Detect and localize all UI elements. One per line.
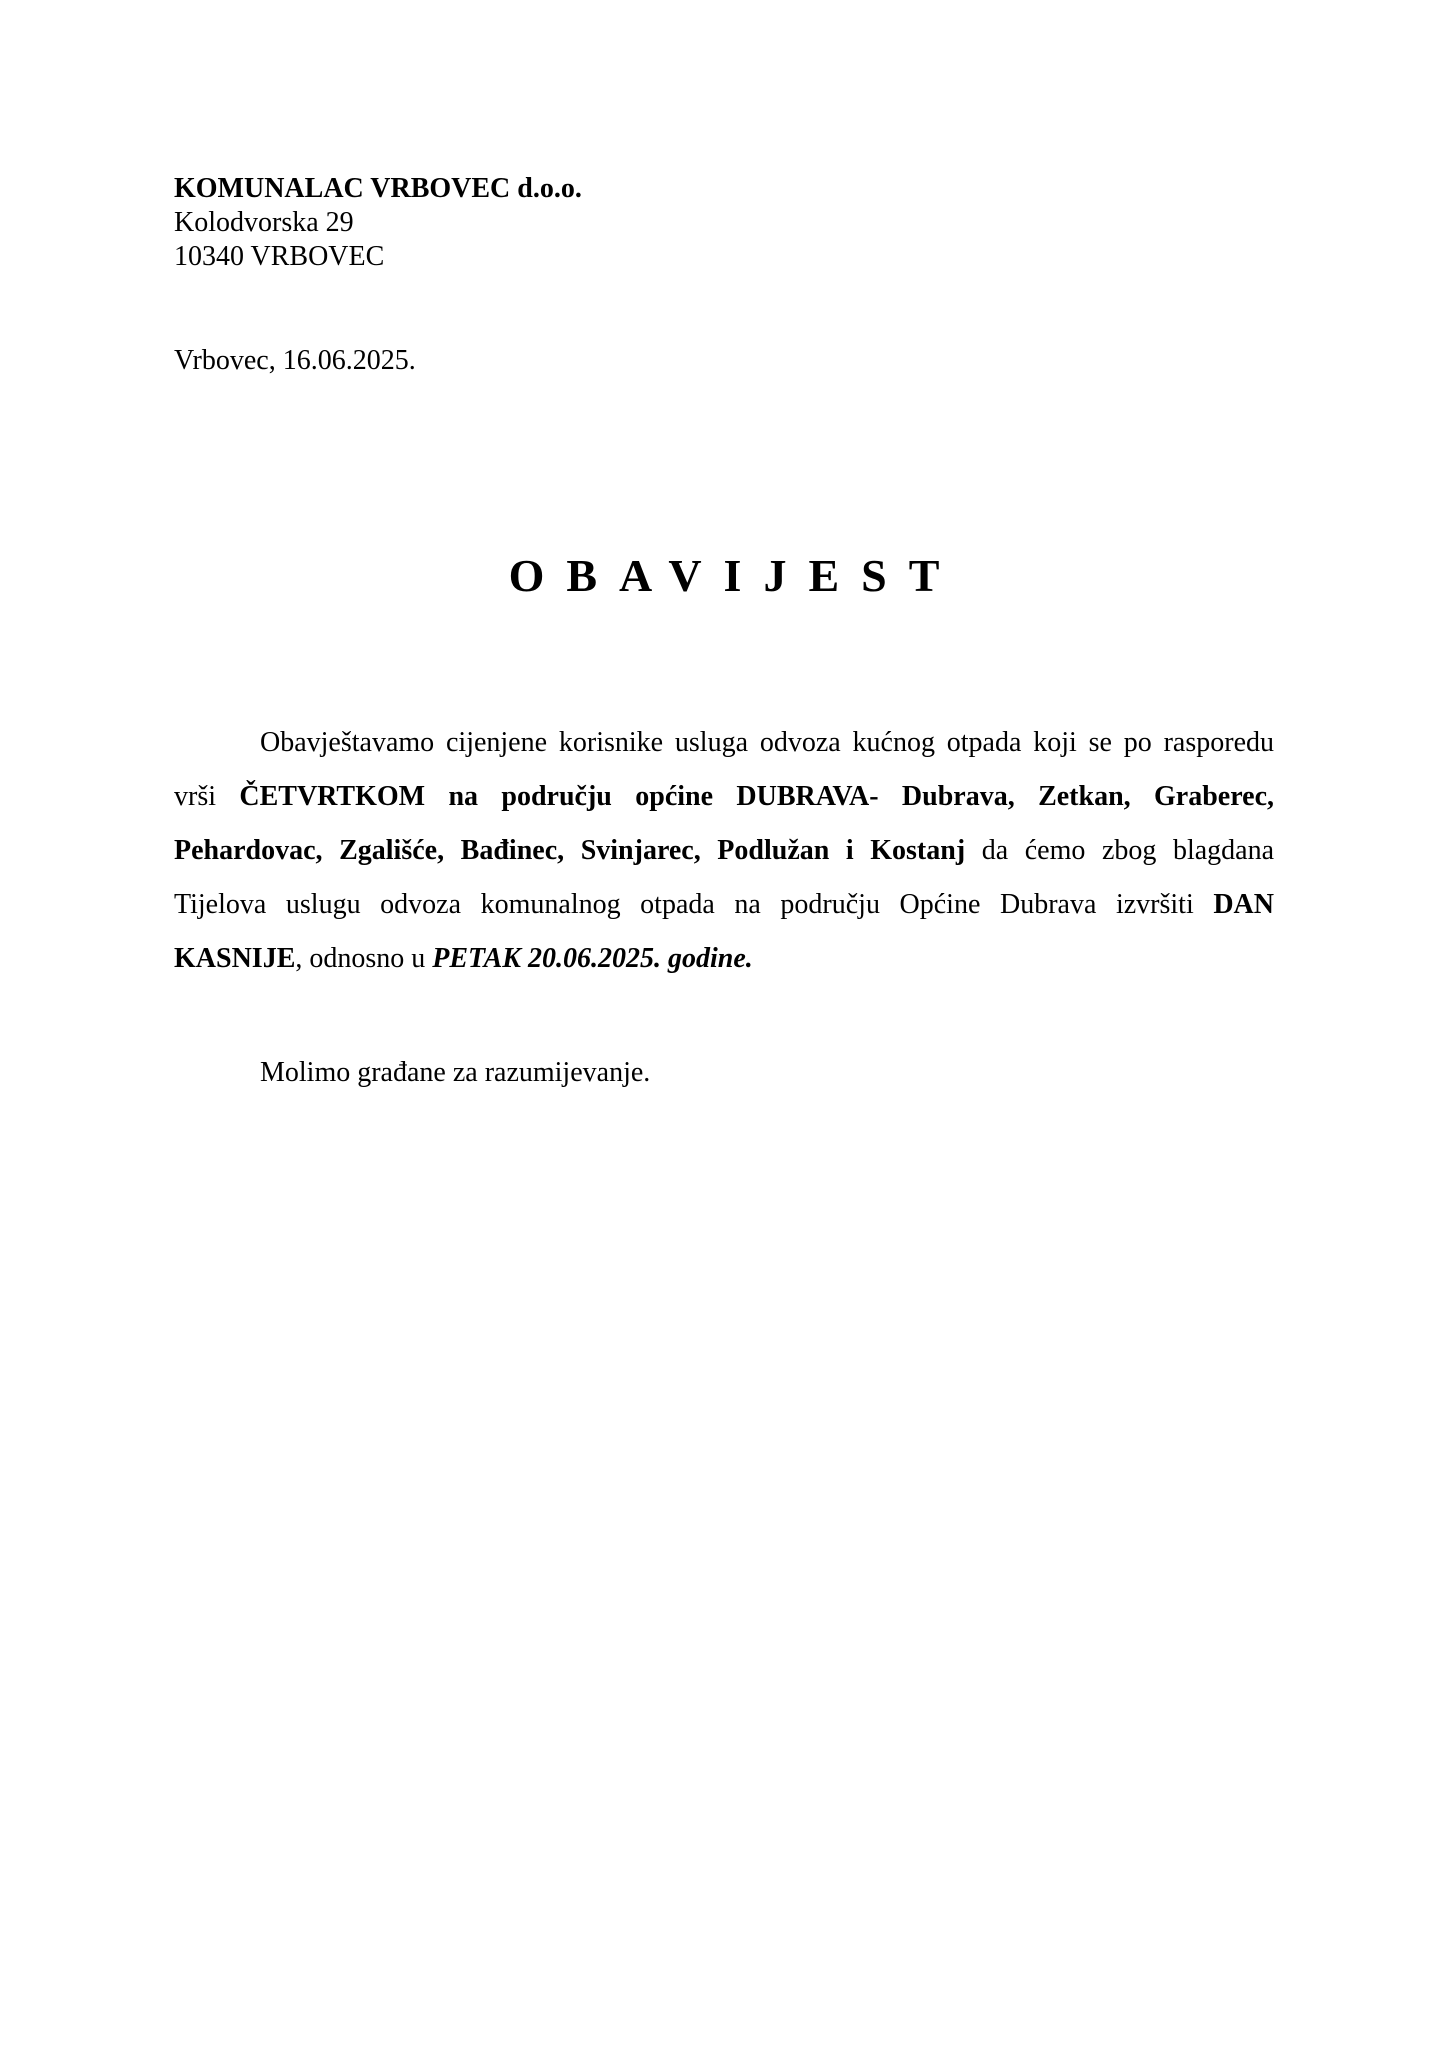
sender-street: Kolodvorska 29 <box>174 207 354 238</box>
paragraph-line-3 <box>174 824 1274 878</box>
line4-bold: DAN <box>1213 889 1274 920</box>
sender-city: 10340 VRBOVEC <box>174 241 385 272</box>
line2-plain: vrši <box>174 781 240 812</box>
paragraph-line-4 <box>174 878 1274 932</box>
closing-line: Molimo građane za razumijevanje. <box>260 1057 651 1088</box>
line3-plain: da ćemo zbog blagdana <box>965 835 1275 866</box>
paragraph-line-1 <box>174 716 1274 770</box>
document-title <box>0 548 1448 604</box>
document-title-text: OBAVIJEST <box>508 550 962 601</box>
line5-bold: KASNIJE <box>174 943 296 974</box>
paragraph-line-2 <box>174 770 1274 824</box>
date-line: Vrbovec, 16.06.2025. <box>174 345 416 376</box>
line2-bold: ČETVRTKOM na području općine DUBRAVA- Dubrava, Zetkan, Graberec, <box>239 781 1275 812</box>
line5-plain: , odnosno u <box>295 943 433 974</box>
line1-text: Obavještavamo cijenjene korisnike usluga odvoza kućnog otpada koji se po rasporedu <box>260 727 1274 758</box>
sender-company: KOMUNALAC VRBOVEC d.o.o. <box>174 173 582 204</box>
line5-bold-italic: PETAK 20.06.2025. godine. <box>432 943 753 974</box>
line3-bold: Pehardovac, Zgališće, Bađinec, Svinjarec, Podlužan i Kostanj <box>174 835 966 866</box>
line4-plain: Tijelova uslugu odvoza komunalnog otpada na području Općine Dubrava izvršiti <box>174 889 1214 920</box>
sender-block <box>174 172 582 274</box>
paragraph-line-5 <box>174 932 1274 986</box>
notice-paragraph <box>174 716 1274 986</box>
